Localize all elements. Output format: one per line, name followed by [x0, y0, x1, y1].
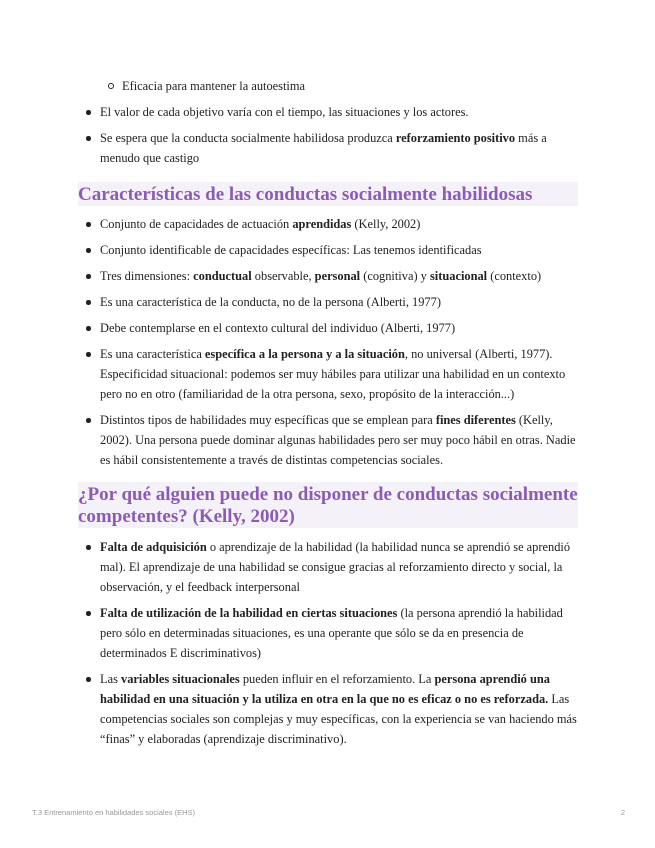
- section-heading: ¿Por qué alguien puede no disponer de conductas socialmente competentes? (Kelly, 2002): [78, 484, 578, 527]
- text-run: (cognitiva) y: [360, 269, 430, 283]
- text-run: Es una característica de la conducta, no de la persona (Alberti, 1977): [100, 295, 441, 309]
- text-run: Las competencias sociales son complejas y muy específicas, con la experiencia se van haciendo más “finas” y elaboradas (aprendizaje discriminativo).: [100, 692, 577, 746]
- list-item: [78, 410, 578, 470]
- bold-run: persona aprendió una habilidad en una situación y la utiliza en otra en la que no es eficaz o no es reforzada.: [100, 672, 550, 706]
- list-sub-item: [78, 76, 578, 96]
- footer-title: T.3 Entrenamiento en habilidades sociales (EHS): [32, 808, 196, 817]
- characteristics-list: [78, 214, 578, 470]
- list-item: [78, 344, 578, 404]
- list-item: [78, 292, 578, 312]
- text-run: (Kelly, 2002): [351, 217, 421, 231]
- bold-run: fines diferentes: [435, 413, 516, 427]
- text-run: Tres dimensiones:: [100, 269, 194, 283]
- list-item-text: El valor de cada objetivo varía con el tiempo, las situaciones y los actores.: [100, 105, 469, 119]
- text-run: o aprendizaje de la habilidad (la habilidad nunca se aprendió se aprendió mal). El aprendizaje de una habilidad se consigue gracias al reforzamiento directo y social, la observación, y el feedback interpersonal: [100, 540, 571, 594]
- list-item: [78, 240, 578, 260]
- list-item-text: Eficacia para mantener la autoestima: [122, 79, 306, 93]
- text-run: observable,: [251, 269, 315, 283]
- bold-run: Falta de utilización de la habilidad en ciertas situaciones: [100, 606, 398, 620]
- text-run: más a menudo que castigo: [100, 131, 547, 165]
- text-run: Conjunto de capacidades de actuación: [100, 217, 293, 231]
- text-run: Debe contemplarse en el contexto cultural del individuo (Alberti, 1977): [100, 321, 456, 335]
- text-run: Distintos tipos de habilidades muy específicas que se emplean para: [100, 413, 436, 427]
- list-item: [78, 266, 578, 286]
- list-item: [78, 318, 578, 338]
- section-heading: Características de las conductas socialmente habilidosas: [78, 182, 578, 206]
- text-run: , no universal (Alberti, 1977). Especificidad situacional: podemos ser muy hábiles para utilizar una habilidad en un contexto pero no en otro (familiaridad de la otra persona, sexo, propósito de la interacción...): [100, 347, 566, 401]
- bold-run: situacional: [429, 269, 488, 283]
- list-item: [78, 537, 578, 597]
- bold-run: específica a la persona y a la situación: [204, 347, 405, 361]
- bold-run: aprendidas: [292, 217, 352, 231]
- text-run: pueden influir en el reforzamiento. La: [239, 672, 435, 686]
- text-run: (contexto): [487, 269, 542, 283]
- text-run: Es una característica: [100, 347, 205, 361]
- list-item: [78, 214, 578, 234]
- list-item: [78, 603, 578, 663]
- text-run: Se espera que la conducta socialmente habilidosa produzca: [100, 131, 396, 145]
- list-item: [78, 102, 578, 122]
- text-run: Conjunto identificable de capacidades específicas: Las tenemos identificadas: [100, 243, 482, 257]
- bold-run: variables situacionales: [121, 672, 240, 686]
- bold-run: personal: [314, 269, 361, 283]
- bold-run: reforzamiento positivo: [395, 131, 516, 145]
- page-footer: [32, 808, 625, 817]
- top-list: [78, 76, 578, 168]
- text-run: (Kelly, 2002). Una persona puede dominar algunas habilidades pero ser muy poco hábil en otras. Nadie es hábil consistentemente a través de distintas competencias sociales.: [100, 413, 576, 467]
- list-item: [78, 128, 578, 168]
- text-run: Las: [100, 672, 121, 686]
- reasons-list: [78, 537, 578, 749]
- text-run: (la persona aprendió la habilidad pero sólo en determinadas situaciones, es una operante que sólo se da en presencia de determinados E discriminativos): [100, 606, 563, 660]
- page-number: 2: [620, 808, 625, 817]
- list-item: [78, 669, 578, 749]
- bold-run: conductual: [193, 269, 252, 283]
- bold-run: Falta de adquisición: [100, 540, 207, 554]
- document-content: [78, 76, 578, 755]
